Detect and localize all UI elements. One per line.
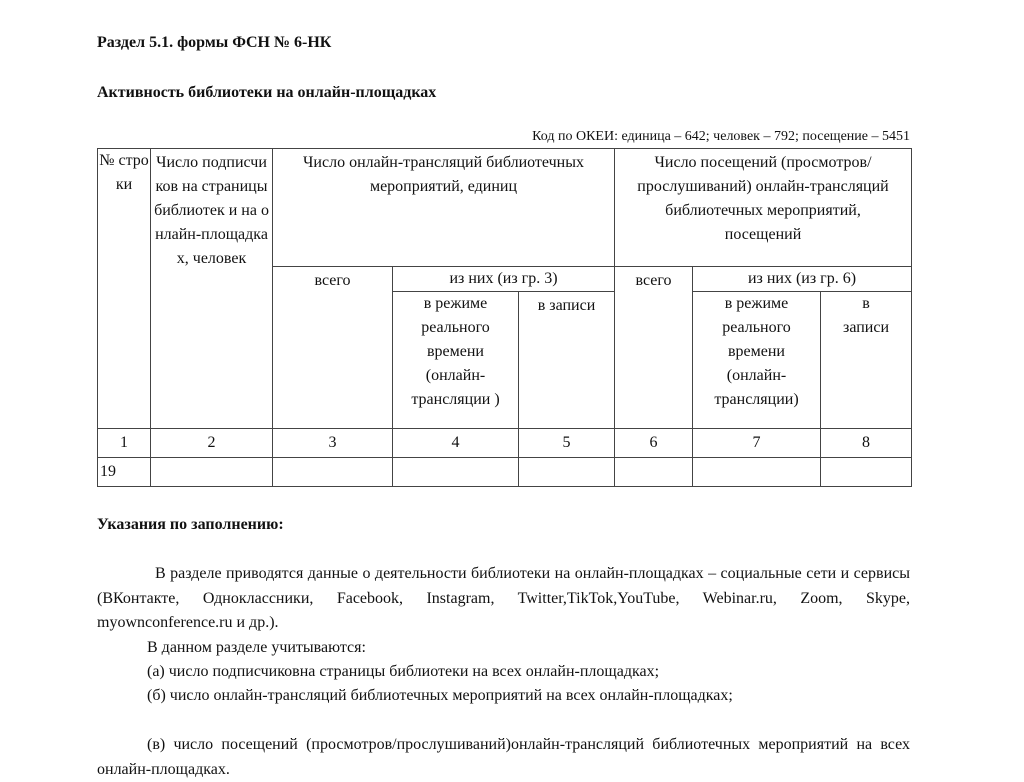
col-number: 7 (693, 429, 821, 458)
col-number: 8 (821, 429, 912, 458)
data-cell[interactable] (393, 458, 519, 487)
data-cell[interactable] (151, 458, 273, 487)
header-realtime-4: в режиме реального времени (онлайн-трансляции ) (393, 292, 519, 429)
header-broadcasts: Число онлайн-трансляций библиотечных мероприятий, единиц (273, 149, 615, 267)
paragraph: В данном разделе учитываются: (147, 639, 366, 656)
activity-table (97, 148, 912, 487)
data-cell[interactable] (273, 458, 393, 487)
row-label: 19 (98, 458, 151, 487)
header-row-no: № строки (98, 149, 151, 429)
data-cell[interactable] (821, 458, 912, 487)
col-number: 2 (151, 429, 273, 458)
instructions-title: Указания по заполнению: (97, 516, 284, 533)
subtitle: Активность библиотеки на онлайн-площадках (97, 84, 437, 101)
header-recorded-5: в записи (519, 292, 615, 429)
okei-code: Код по ОКЕИ: единица – 642; человек – 792; посещение – 5451 (532, 129, 910, 144)
paragraph: (в) число посещений (просмотров/прослушиваний)онлайн-трансляций библиотечных мероприятий на всех онлайн-площадках. (97, 736, 910, 778)
col-number: 6 (615, 429, 693, 458)
header-subscribers: Число подписчиков на страницы библиотек и на онлайн-площадках, человек (151, 149, 273, 429)
data-cell[interactable] (519, 458, 615, 487)
col-number: 3 (273, 429, 393, 458)
paragraph: (б) число онлайн-трансляций библиотечных мероприятий на всех онлайн-площадках; (147, 687, 733, 704)
col-number: 5 (519, 429, 615, 458)
col-number: 4 (393, 429, 519, 458)
header-total-6: всего (615, 267, 693, 429)
header-visits: Число посещений (просмотров/прослушиваний) онлайн-трансляций библиотечных мероприятий, посещений (615, 149, 912, 267)
paragraph: (а) число подписчиковна страницы библиотеки на всех онлайн-площадках; (147, 663, 660, 680)
data-cell[interactable] (615, 458, 693, 487)
header-of-them-3: из них (из гр. 3) (393, 267, 615, 292)
paragraph: В разделе приводятся данные о деятельности библиотеки на онлайн-площадках – социальные сети и сервисы (ВКонтакте, Одноклассники, Facebook, Instagram, Twitter,TikTok,YouTube, Webinar.ru, Zoom, Skype, myownconference.ru и др.). (97, 565, 910, 631)
header-total-3: всего (273, 267, 393, 429)
section-title: Раздел 5.1. формы ФСН № 6-НК (97, 34, 332, 51)
header-realtime-7: в режиме реального времени (онлайн-трансляции) (693, 292, 821, 429)
header-of-them-6: из них (из гр. 6) (693, 267, 912, 292)
header-recorded-8: в записи (821, 292, 912, 429)
data-cell[interactable] (693, 458, 821, 487)
col-number: 1 (98, 429, 151, 458)
